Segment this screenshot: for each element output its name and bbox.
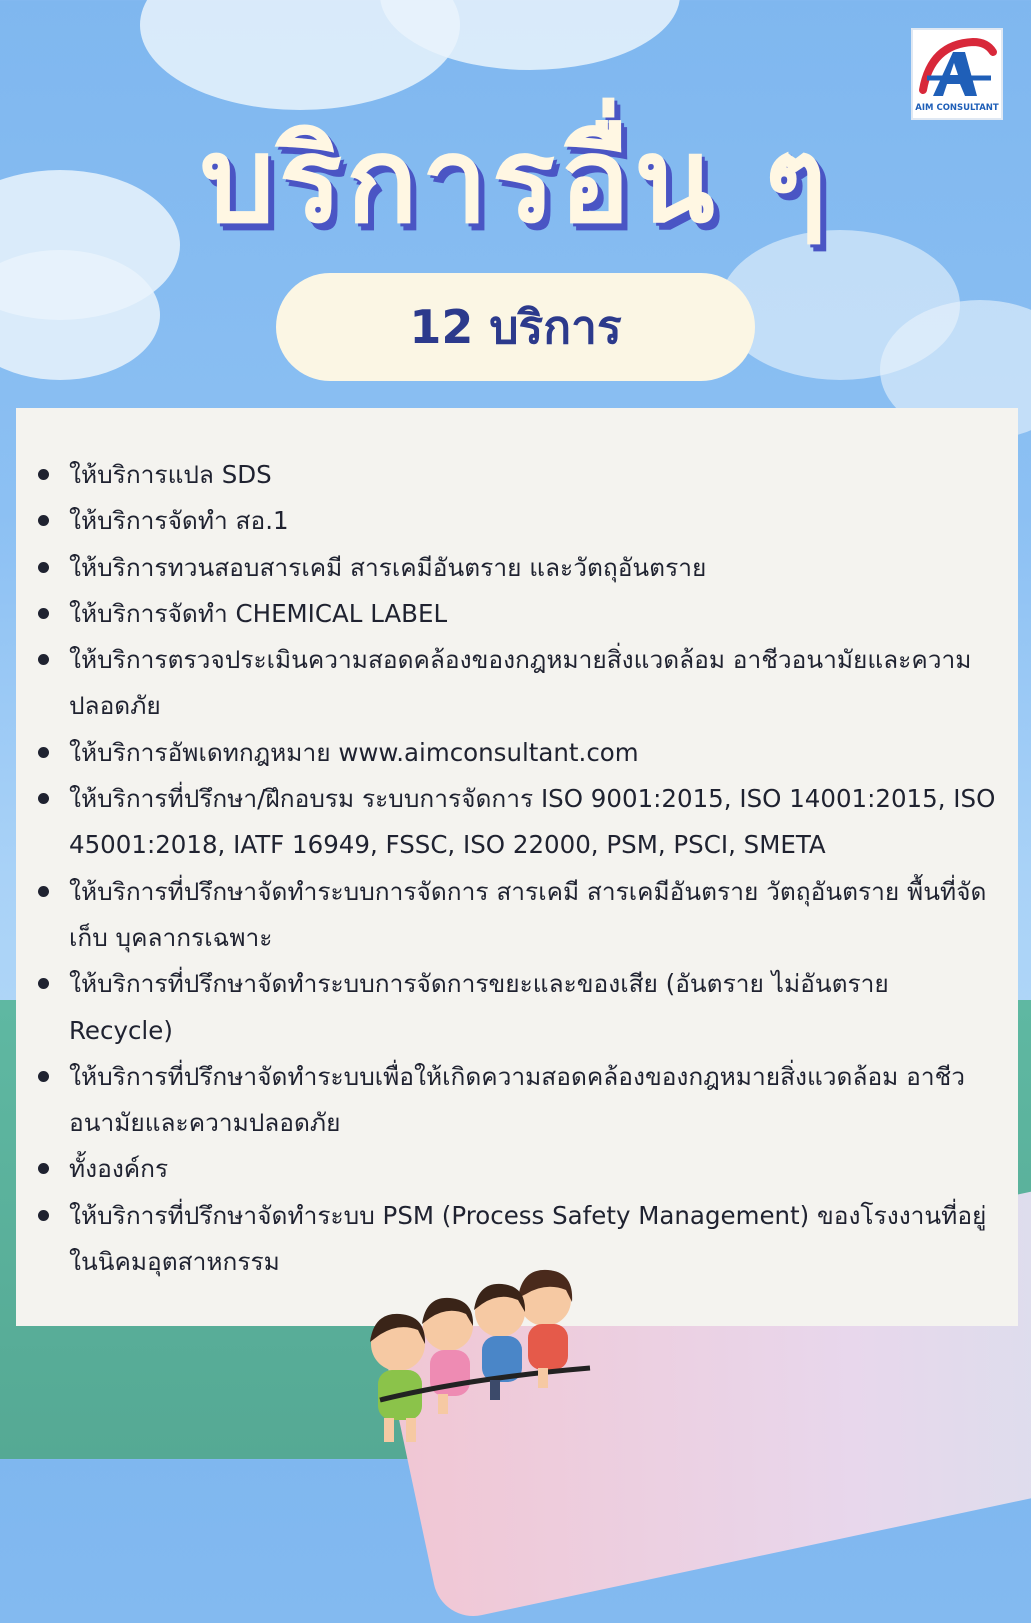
- bullet-icon: [38, 469, 49, 480]
- service-count-label: 12 บริการ: [409, 299, 622, 354]
- aim-a-logo-icon: [913, 30, 1001, 118]
- list-item: [38, 498, 998, 544]
- service-text: ให้บริการแปล SDS: [69, 460, 272, 489]
- services-list: [38, 452, 998, 1285]
- service-text: ทั้งองค์กร: [69, 1154, 169, 1184]
- service-text: ให้บริการที่ปรึกษาจัดทำระบบการจัดการ สารเคมี สารเคมีอันตราย วัตถุอันตราย พื้นที่จัดเก็บ บุคลากรเฉพาะ: [69, 876, 987, 952]
- bullet-icon: [38, 562, 49, 573]
- service-text: ให้บริการที่ปรึกษาจัดทำระบบการจัดการขยะและของเสีย (อันตราย ไม่อันตราย Recycle): [69, 969, 889, 1045]
- list-item: [38, 591, 998, 637]
- list-item: [38, 1054, 998, 1147]
- service-text: ให้บริการอัพเดทกฎหมาย www.aimconsultant.com: [69, 737, 639, 767]
- service-count-badge: [276, 273, 755, 381]
- bullet-icon: [38, 1071, 49, 1082]
- service-text: ให้บริการที่ปรึกษา/ฝึกอบรม ระบบการจัดการ ISO 9001:2015, ISO 14001:2015, ISO 45001:2018, IATF 16949, FSSC, ISO 22000, PSM, PSCI, SMETA: [69, 784, 996, 860]
- list-item: [38, 961, 998, 1054]
- bullet-icon: [38, 608, 49, 619]
- service-text: ให้บริการจัดทำ CHEMICAL LABEL: [69, 598, 448, 628]
- bullet-icon: [38, 886, 49, 897]
- bullet-icon: [38, 1210, 49, 1221]
- bullet-icon: [38, 1163, 49, 1174]
- list-item: [38, 452, 998, 498]
- service-text: ให้บริการทวนสอบสารเคมี สารเคมีอันตราย และวัตถุอันตราย: [69, 552, 707, 582]
- service-text: ให้บริการที่ปรึกษาจัดทำระบบ PSM (Process Safety Management) ของโรงงานที่อยู่ในนิคมอุตสาหกรรม: [69, 1200, 987, 1277]
- list-item: [38, 1146, 998, 1192]
- bullet-icon: [38, 978, 49, 989]
- bullet-icon: [38, 747, 49, 758]
- bullet-icon: [38, 793, 49, 804]
- list-item: [38, 545, 998, 591]
- running-kids-illustration: [350, 1260, 650, 1454]
- page-title: บริการอื่น ๆ: [199, 111, 832, 249]
- service-text: ให้บริการที่ปรึกษาจัดทำระบบเพื่อให้เกิดความสอดคล้องของกฎหมายสิ่งแวดล้อม อาชีวอนามัยและความปลอดภัย: [69, 1061, 965, 1138]
- aim-consultant-logo: [911, 28, 1003, 120]
- bullet-icon: [38, 654, 49, 665]
- services-panel: [16, 408, 1018, 1326]
- list-item: [38, 776, 998, 869]
- bullet-icon: [38, 515, 49, 526]
- list-item: [38, 869, 998, 962]
- list-item: [38, 637, 998, 730]
- service-text: ให้บริการจัดทำ สอ.1: [69, 506, 289, 536]
- list-item: [38, 730, 998, 776]
- service-text: ให้บริการตรวจประเมินความสอดคล้องของกฎหมายสิ่งแวดล้อม อาชีวอนามัยและความปลอดภัย: [69, 645, 972, 721]
- logo-text: AIM CONSULTANT: [915, 103, 999, 113]
